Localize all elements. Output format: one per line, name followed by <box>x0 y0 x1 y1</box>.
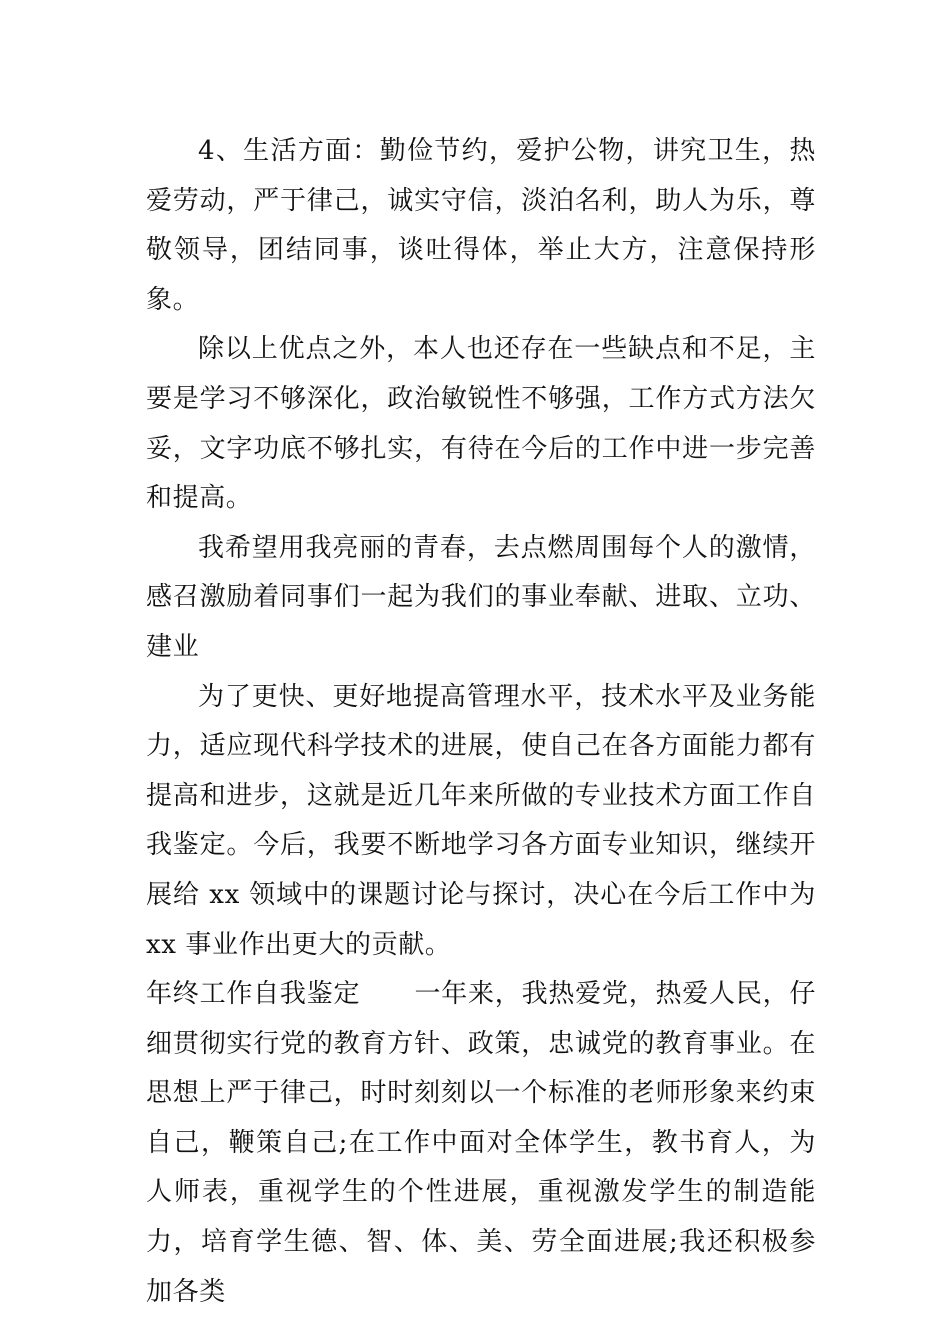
paragraph-shortcomings: 除以上优点之外，本人也还存在一些缺点和不足，主要是学习不够深化，政治敏锐性不够强，工作方式方法欠妥，文字功底不够扎实，有待在今后的工作中进一步完善和提高。 <box>146 334 816 514</box>
section-body: 一年来，我热爱党，热爱人民，仔细贯彻实行党的教育方针、政策，忠诚党的教育事业。在思想上严于律己，时时刻刻以一个标准的老师形象来约束自己，鞭策自己;在工作中面对全体学生，教书育人，为人师表，重视学生的个性进展，重视激发学生的制造能力，培育学生德、智、体、美、劳全面进展;我还积极参加各类 <box>146 979 816 1307</box>
paragraph-improvement: 为了更快、更好地提高管理水平，技术水平及业务能力，适应现代科学技术的进展，使自己在各方面能力都有提高和进步，这就是近几年来所做的专业技术方面工作自我鉴定。今后，我要不断地学习各方面专业知识，继续开展给 xx 领域中的课题讨论与探讨，决心在今后工作中为 xx 事业作出更大的贡献。 <box>146 681 816 960</box>
section-year-end-review <box>146 970 816 1317</box>
paragraph-life-aspect: 4、生活方面：勤俭节约，爱护公物，讲究卫生，热爱劳动，严于律己，诚实守信，淡泊名利，助人为乐，尊敬领导，团结同事，谈吐得体，举止大方，注意保持形象。 <box>146 136 816 315</box>
paragraph-hope: 我希望用我亮丽的青春，去点燃周围每个人的激情，感召激励着同事们一起为我们的事业奉献、进取、立功、建业 <box>146 532 816 662</box>
section-heading: 年终工作自我鉴定 <box>146 979 361 1010</box>
document-body <box>146 127 816 1317</box>
